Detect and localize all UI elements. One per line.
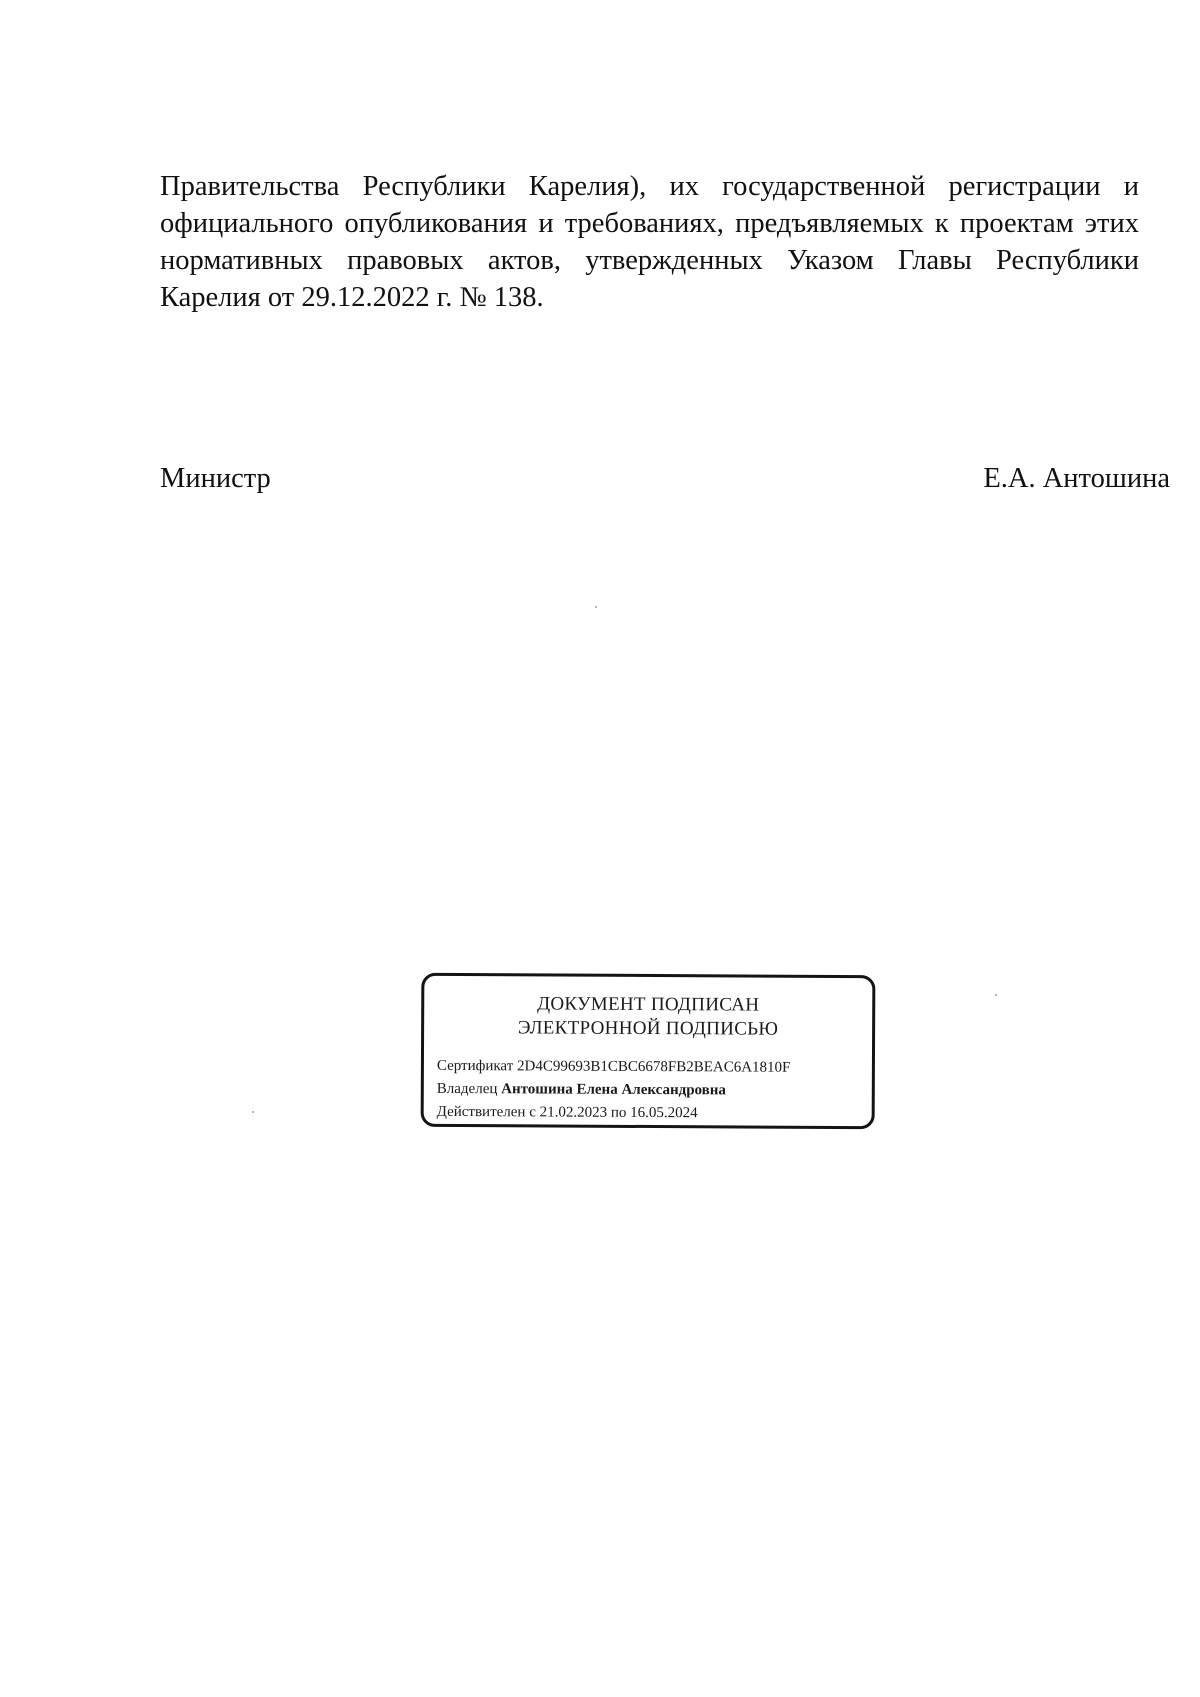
stamp-certificate-row	[437, 1055, 791, 1080]
signer-name: Е.А. Антошина	[983, 463, 1170, 494]
stamp-title-line-2: ЭЛЕКТРОННОЙ ПОДПИСЬЮ	[517, 1017, 779, 1040]
scan-speck	[995, 994, 997, 996]
owner-value: Антошина Елена Александровна	[501, 1081, 726, 1099]
certificate-value: 2D4C99693B1CBC6678FB2BEAC6A1810F	[517, 1058, 791, 1076]
certificate-label: Сертификат	[436, 1057, 514, 1075]
scan-speck	[595, 606, 597, 608]
stamp-title-line-1: ДОКУМЕНТ ПОДПИСАН	[537, 993, 760, 1016]
owner-label: Владелец	[436, 1080, 498, 1098]
signer-position: Министр	[160, 463, 271, 494]
valid-to-label: по	[610, 1104, 627, 1121]
scan-speck	[252, 1111, 254, 1113]
valid-label: Действителен	[436, 1103, 526, 1121]
valid-to-date: 16.05.2024	[630, 1104, 698, 1122]
stamp-details	[437, 1055, 791, 1126]
valid-from-date: 21.02.2023	[539, 1104, 608, 1121]
electronic-signature-stamp	[421, 973, 876, 1129]
stamp-owner-row	[437, 1078, 791, 1103]
body-paragraph: Правительства Республики Карелия), их государственной регистрации и официального опубликования и требованиях, предъявляемых к проектам этих нормативных правовых актов, утвержденных Указом Главы Республики Карелия от 29.12.2022 г. № 138.	[160, 171, 1139, 313]
stamp-title	[424, 992, 872, 1042]
valid-from-label: с	[529, 1104, 536, 1121]
stamp-validity-row	[437, 1101, 791, 1126]
